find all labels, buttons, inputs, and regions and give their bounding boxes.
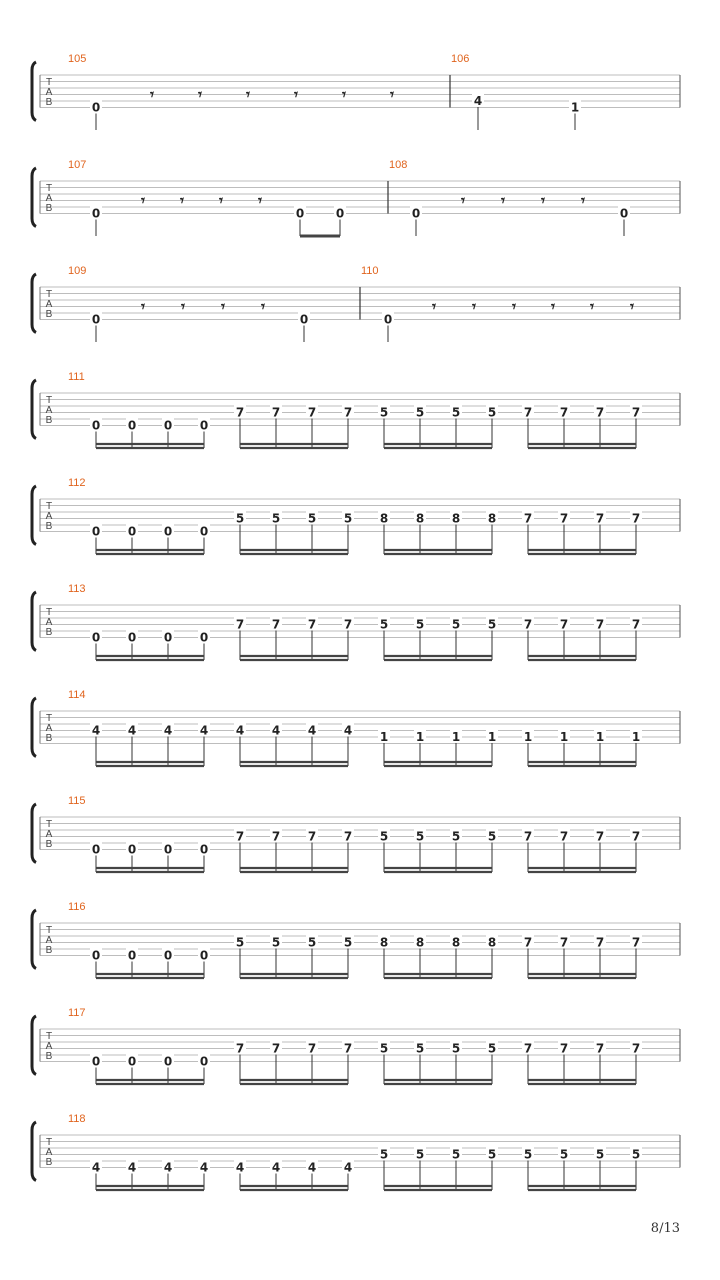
eighth-rest: 𝄾 <box>541 191 545 210</box>
fret-number: 1 <box>379 730 389 744</box>
fret-number: 5 <box>631 1147 641 1162</box>
fret-number: 0 <box>91 524 101 539</box>
fret-number: 0 <box>383 312 393 327</box>
measure-number: 111 <box>68 371 85 383</box>
fret-number: 0 <box>127 418 137 433</box>
eighth-rest: 𝄾 <box>501 191 505 210</box>
fret-number: 7 <box>271 829 281 844</box>
fret-number: 4 <box>199 723 209 738</box>
fret-number: 0 <box>91 312 101 327</box>
fret-number: 7 <box>559 511 569 526</box>
fret-number: 5 <box>235 935 245 950</box>
fret-number: 7 <box>307 405 317 420</box>
fret-number: 5 <box>451 1147 461 1162</box>
fret-number: 7 <box>559 617 569 632</box>
fret-number: 5 <box>379 617 389 632</box>
fret-number: 1 <box>523 730 533 744</box>
tab-clef-letter: B <box>45 627 53 638</box>
fret-number: 0 <box>295 206 305 221</box>
fret-number: 1 <box>631 730 641 744</box>
fret-number: 5 <box>451 617 461 632</box>
fret-number: 8 <box>451 511 461 526</box>
fret-number: 7 <box>523 511 533 526</box>
fret-number: 4 <box>271 1160 281 1175</box>
fret-number: 5 <box>415 829 425 844</box>
tab-system <box>32 583 680 660</box>
fret-number: 5 <box>379 829 389 844</box>
tab-clef-letter: A <box>45 723 53 734</box>
fret-number: 8 <box>379 511 389 526</box>
eighth-rest: 𝄾 <box>390 85 394 104</box>
fret-number: 5 <box>307 935 317 950</box>
eighth-rest: 𝄾 <box>258 191 262 210</box>
fret-number: 0 <box>199 1054 209 1069</box>
system-bracket <box>32 380 36 439</box>
fret-number: 0 <box>163 630 173 645</box>
fret-number: 5 <box>415 617 425 632</box>
fret-number: 4 <box>91 1160 101 1175</box>
fret-number: 0 <box>411 206 421 221</box>
measure-number: 116 <box>68 901 86 913</box>
fret-number: 7 <box>271 617 281 632</box>
fret-number: 8 <box>487 511 497 526</box>
fret-number: 7 <box>523 935 533 950</box>
system-bracket <box>32 910 36 969</box>
tab-clef-letter: T <box>45 395 53 406</box>
fret-number: 0 <box>127 524 137 539</box>
fret-number: 0 <box>127 948 137 963</box>
measure-number: 112 <box>68 477 86 489</box>
fret-number: 7 <box>343 617 353 632</box>
fret-number: 7 <box>307 829 317 844</box>
measure-number: 117 <box>68 1007 86 1019</box>
fret-number: 0 <box>91 418 101 433</box>
fret-number: 4 <box>127 723 137 738</box>
fret-number: 5 <box>343 511 353 526</box>
fret-number: 7 <box>343 829 353 844</box>
fret-number: 5 <box>379 1147 389 1162</box>
fret-number: 7 <box>559 405 569 420</box>
fret-number: 0 <box>91 206 101 221</box>
fret-number: 7 <box>559 1041 569 1056</box>
tab-clef-letter: T <box>45 77 53 88</box>
tab-system <box>32 795 680 872</box>
fret-number: 0 <box>199 948 209 963</box>
fret-number: 0 <box>91 1054 101 1069</box>
tab-system <box>32 371 680 448</box>
fret-number: 5 <box>523 1147 533 1162</box>
fret-number: 5 <box>271 511 281 526</box>
tab-clef-letter: B <box>45 945 53 956</box>
fret-number: 7 <box>235 617 245 632</box>
fret-number: 8 <box>451 935 461 950</box>
system-bracket <box>32 274 36 333</box>
fret-number: 0 <box>299 312 309 327</box>
fret-number: 7 <box>235 405 245 420</box>
fret-number: 4 <box>307 1160 317 1175</box>
fret-number: 5 <box>487 405 497 420</box>
tab-clef-letter: A <box>45 829 53 840</box>
system-bracket <box>32 1016 36 1075</box>
fret-number: 7 <box>631 617 641 632</box>
tab-clef-letter: B <box>45 415 53 426</box>
fret-number: 7 <box>523 405 533 420</box>
fret-number: 4 <box>473 94 483 108</box>
fret-number: 0 <box>91 630 101 645</box>
eighth-rest: 𝄾 <box>198 85 202 104</box>
fret-number: 0 <box>127 1054 137 1069</box>
tab-clef-letter: A <box>45 617 53 628</box>
tab-clef-letter: T <box>45 289 53 300</box>
tab-system <box>32 53 680 130</box>
fret-number: 7 <box>631 1041 641 1056</box>
fret-number: 5 <box>487 617 497 632</box>
fret-number: 5 <box>307 511 317 526</box>
fret-number: 0 <box>163 1054 173 1069</box>
eighth-rest: 𝄾 <box>221 297 225 316</box>
tab-clef-letter: T <box>45 183 53 194</box>
fret-number: 7 <box>559 829 569 844</box>
fret-number: 4 <box>163 723 173 738</box>
fret-number: 1 <box>595 730 605 744</box>
tab-clef-letter: A <box>45 193 53 204</box>
fret-number: 4 <box>307 723 317 738</box>
fret-number: 7 <box>595 1041 605 1056</box>
tab-clef-letter: B <box>45 1157 53 1168</box>
fret-number: 7 <box>631 829 641 844</box>
fret-number: 4 <box>235 1160 245 1175</box>
tab-clef-letter: A <box>45 1147 53 1158</box>
tab-clef-letter: T <box>45 501 53 512</box>
fret-number: 5 <box>415 1041 425 1056</box>
fret-number: 5 <box>415 1147 425 1162</box>
fret-number: 0 <box>619 206 629 221</box>
tab-system <box>32 265 680 342</box>
fret-number: 8 <box>415 935 425 950</box>
fret-number: 0 <box>127 842 137 857</box>
tab-clef-letter: T <box>45 819 53 830</box>
measure-number: 113 <box>68 583 86 595</box>
eighth-rest: 𝄾 <box>512 297 516 316</box>
fret-number: 0 <box>199 524 209 539</box>
measure-number: 107 <box>68 159 87 171</box>
fret-number: 0 <box>163 948 173 963</box>
measure-number: 118 <box>68 1113 86 1125</box>
tab-system <box>32 901 680 978</box>
eighth-rest: 𝄾 <box>261 297 265 316</box>
tab-clef-letter: A <box>45 1041 53 1052</box>
fret-number: 7 <box>631 935 641 950</box>
fret-number: 0 <box>91 842 101 857</box>
fret-number: 8 <box>487 935 497 950</box>
fret-number: 5 <box>595 1147 605 1162</box>
system-bracket <box>32 804 36 863</box>
fret-number: 1 <box>451 730 461 744</box>
tab-clef-letter: T <box>45 607 53 618</box>
eighth-rest: 𝄾 <box>342 85 346 104</box>
fret-number: 5 <box>343 935 353 950</box>
measure-number: 105 <box>68 53 87 65</box>
tab-system <box>32 689 680 766</box>
fret-number: 4 <box>343 723 353 738</box>
fret-number: 0 <box>199 418 209 433</box>
fret-number: 0 <box>91 948 101 963</box>
fret-number: 7 <box>595 829 605 844</box>
page-number: 8/13 <box>650 1221 680 1236</box>
fret-number: 5 <box>451 1041 461 1056</box>
eighth-rest: 𝄾 <box>141 191 145 210</box>
eighth-rest: 𝄾 <box>294 85 298 104</box>
fret-number: 7 <box>595 511 605 526</box>
fret-number: 4 <box>91 723 101 738</box>
fret-number: 7 <box>595 405 605 420</box>
eighth-rest: 𝄾 <box>432 297 436 316</box>
fret-number: 4 <box>199 1160 209 1175</box>
fret-number: 7 <box>523 1041 533 1056</box>
fret-number: 4 <box>163 1160 173 1175</box>
fret-number: 8 <box>379 935 389 950</box>
fret-number: 5 <box>487 829 497 844</box>
fret-number: 7 <box>595 935 605 950</box>
tab-clef-letter: T <box>45 925 53 936</box>
system-bracket <box>32 592 36 651</box>
fret-number: 4 <box>343 1160 353 1175</box>
fret-number: 1 <box>415 730 425 744</box>
tab-clef-letter: T <box>45 1031 53 1042</box>
fret-number: 0 <box>163 842 173 857</box>
fret-number: 7 <box>235 1041 245 1056</box>
fret-number: 5 <box>379 405 389 420</box>
fret-number: 0 <box>91 100 101 115</box>
fret-number: 5 <box>487 1041 497 1056</box>
system-bracket <box>32 486 36 545</box>
fret-number: 4 <box>235 723 245 738</box>
tab-clef-letter: A <box>45 405 53 416</box>
measure-number: 106 <box>451 53 470 65</box>
tab-clef-letter: T <box>45 713 53 724</box>
tab-clef-letter: A <box>45 511 53 522</box>
tab-clef-letter: B <box>45 97 53 108</box>
measure-number: 115 <box>68 795 86 807</box>
eighth-rest: 𝄾 <box>150 85 154 104</box>
fret-number: 4 <box>127 1160 137 1175</box>
eighth-rest: 𝄾 <box>472 297 476 316</box>
fret-number: 5 <box>559 1147 569 1162</box>
fret-number: 1 <box>487 730 497 744</box>
tab-clef-letter: B <box>45 521 53 532</box>
fret-number: 7 <box>631 405 641 420</box>
fret-number: 4 <box>271 723 281 738</box>
fret-number: 7 <box>271 1041 281 1056</box>
tab-system <box>32 1007 680 1084</box>
fret-number: 5 <box>487 1147 497 1162</box>
fret-number: 7 <box>559 935 569 950</box>
fret-number: 0 <box>163 524 173 539</box>
measure-number: 110 <box>361 265 379 277</box>
tab-clef-letter: A <box>45 299 53 310</box>
fret-number: 1 <box>559 730 569 744</box>
fret-number: 7 <box>343 1041 353 1056</box>
fret-number: 7 <box>523 829 533 844</box>
fret-number: 0 <box>127 630 137 645</box>
tab-clef-letter: B <box>45 1051 53 1062</box>
measure-number: 109 <box>68 265 87 277</box>
eighth-rest: 𝄾 <box>180 191 184 210</box>
fret-number: 7 <box>595 617 605 632</box>
fret-number: 0 <box>163 418 173 433</box>
tab-system <box>32 159 680 236</box>
fret-number: 7 <box>307 617 317 632</box>
tab-system <box>32 477 680 554</box>
fret-number: 5 <box>451 829 461 844</box>
fret-number: 5 <box>235 511 245 526</box>
fret-number: 7 <box>631 511 641 526</box>
eighth-rest: 𝄾 <box>551 297 555 316</box>
system-bracket <box>32 62 36 121</box>
eighth-rest: 𝄾 <box>181 297 185 316</box>
measure-number: 114 <box>68 689 86 701</box>
fret-number: 5 <box>379 1041 389 1056</box>
eighth-rest: 𝄾 <box>246 85 250 104</box>
fret-number: 1 <box>570 100 580 115</box>
tab-clef-letter: B <box>45 309 53 320</box>
tab-clef-letter: A <box>45 935 53 946</box>
fret-number: 5 <box>271 935 281 950</box>
eighth-rest: 𝄾 <box>581 191 585 210</box>
eighth-rest: 𝄾 <box>219 191 223 210</box>
system-bracket <box>32 168 36 227</box>
fret-number: 7 <box>235 829 245 844</box>
fret-number: 7 <box>343 405 353 420</box>
measure-number: 108 <box>389 159 408 171</box>
fret-number: 8 <box>415 511 425 526</box>
eighth-rest: 𝄾 <box>630 297 634 316</box>
system-bracket <box>32 698 36 757</box>
tab-clef-letter: B <box>45 733 53 744</box>
fret-number: 0 <box>199 842 209 857</box>
fret-number: 5 <box>415 405 425 420</box>
fret-number: 7 <box>523 617 533 632</box>
fret-number: 0 <box>199 630 209 645</box>
fret-number: 0 <box>335 206 345 221</box>
fret-number: 5 <box>451 405 461 420</box>
eighth-rest: 𝄾 <box>141 297 145 316</box>
eighth-rest: 𝄾 <box>590 297 594 316</box>
fret-number: 7 <box>307 1041 317 1056</box>
tab-clef-letter: A <box>45 87 53 98</box>
tab-clef-letter: B <box>45 839 53 850</box>
tab-system <box>32 1113 680 1190</box>
tab-clef-letter: B <box>45 203 53 214</box>
fret-number: 7 <box>271 405 281 420</box>
system-bracket <box>32 1122 36 1181</box>
tab-clef-letter: T <box>45 1137 53 1148</box>
eighth-rest: 𝄾 <box>461 191 465 210</box>
